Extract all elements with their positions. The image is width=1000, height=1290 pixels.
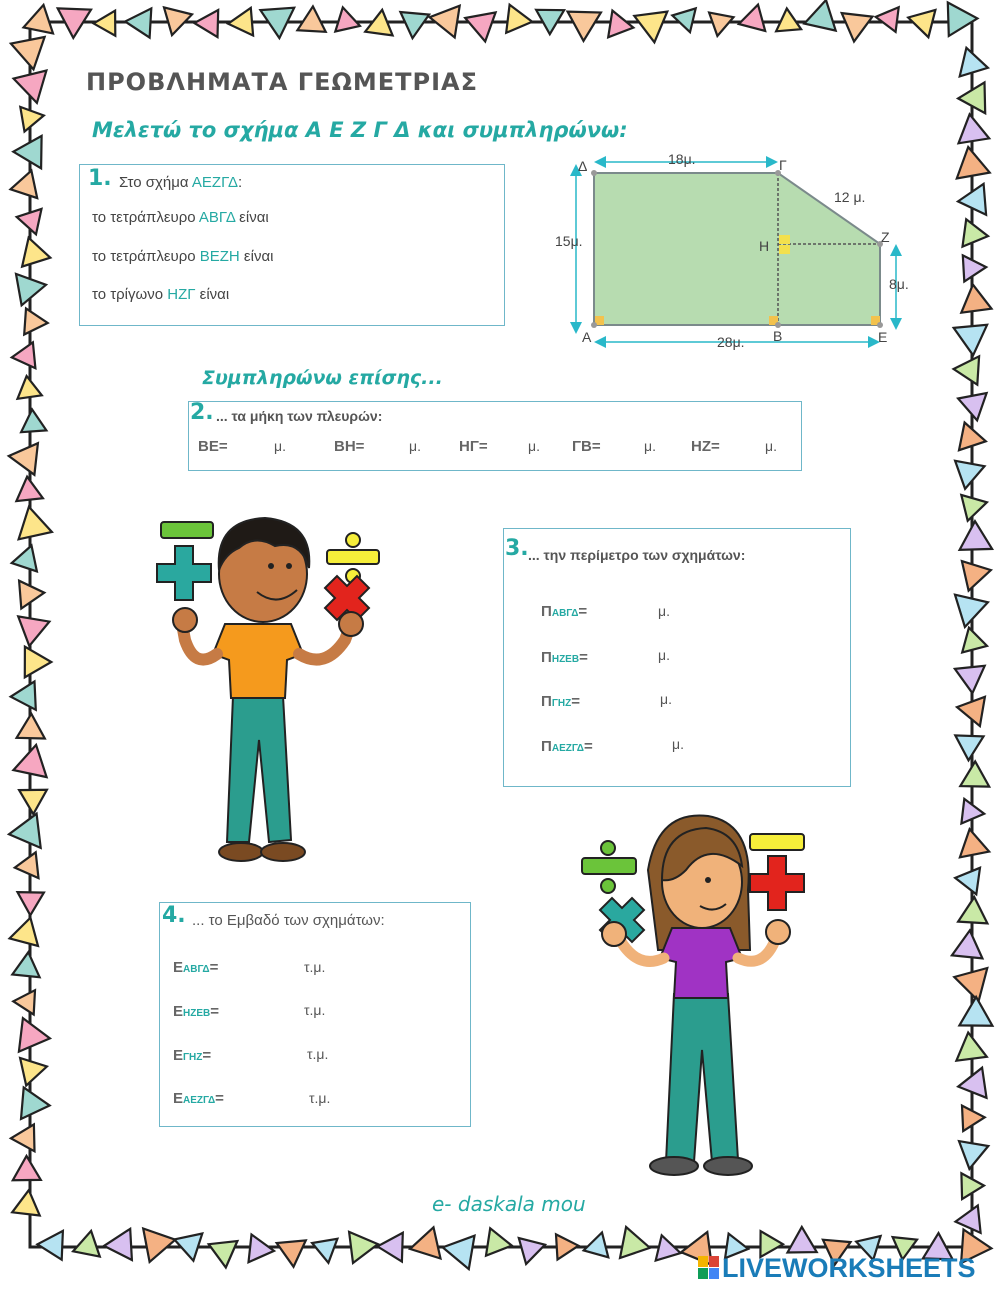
unit-label: τ.μ.	[304, 1002, 326, 1018]
border-triangle	[12, 342, 36, 368]
area-row: ΕΑΕΖΓΔ=	[173, 1090, 224, 1107]
area-row: ΕΗΖΕΒ=	[173, 1003, 220, 1020]
border-triangle	[955, 735, 983, 760]
border-triangle	[18, 892, 44, 915]
border-triangle	[19, 507, 52, 540]
unit-label: μ.	[765, 438, 777, 454]
border-triangle	[672, 8, 695, 32]
boy-eye	[268, 563, 274, 569]
border-triangle	[956, 1033, 986, 1061]
unit-label: τ.μ.	[304, 959, 326, 975]
border-triangle	[556, 1234, 579, 1259]
instruction-heading: Μελετώ το σχήμα Α Ε Ζ Γ Δ και συμπληρώνω:	[92, 118, 628, 142]
shape-subscript: ΑΒΓΔ	[551, 608, 579, 619]
answer-label: ΗΖ=	[691, 438, 720, 455]
question-1-line: το τρίγωνο ΗΖΓ είναι	[92, 286, 230, 303]
border-triangle	[12, 546, 37, 572]
border-triangle	[12, 1190, 40, 1215]
border-triangle	[11, 37, 45, 69]
border-triangle	[709, 13, 733, 36]
boy-shoe	[219, 843, 263, 861]
shape-subscript: ΗΖΕΒ	[551, 654, 580, 665]
border-triangle	[20, 107, 44, 132]
plus-symbol-icon	[157, 546, 211, 600]
unit-label: μ.	[660, 691, 672, 707]
border-triangle	[876, 7, 899, 32]
girl-hand	[602, 922, 626, 946]
answer-label: ΓΒ=	[572, 438, 601, 455]
border-triangle	[15, 852, 39, 878]
border-triangle	[11, 1124, 35, 1151]
border-triangle	[465, 12, 495, 41]
page-title: ΠΡΟΒΛΗΜΑΤΑ ΓΕΩΜΕΤΡΙΑΣ	[86, 68, 479, 96]
perimeter-row: ΠΑΕΖΓΔ=	[541, 738, 593, 755]
border-triangle	[9, 443, 38, 475]
division-dot-icon	[601, 879, 615, 893]
border-triangle	[11, 171, 38, 199]
shape-subscript: ΑΕΖΓΔ	[183, 1095, 216, 1106]
unit-label: μ.	[274, 438, 286, 454]
minus-symbol-icon	[750, 834, 804, 850]
vertex-dot	[877, 322, 883, 328]
question-4-number: 4.	[162, 903, 186, 928]
border-triangle	[634, 12, 667, 43]
border-triangle	[961, 285, 991, 313]
border-triangle	[12, 952, 39, 977]
border-triangle	[410, 1227, 441, 1258]
border-triangle	[506, 5, 532, 33]
border-triangle	[9, 814, 41, 848]
shape-name: ΑΕΖΓΔ	[191, 174, 238, 191]
border-triangle	[194, 10, 218, 37]
question-3-heading: ... την περίμετρο των σχημάτων:	[528, 547, 746, 563]
perimeter-row: ΠΓΗΖ=	[541, 693, 580, 710]
shape-subscript: ΓΗΖ	[551, 698, 572, 709]
border-triangle	[104, 1229, 132, 1260]
border-triangle	[519, 1238, 545, 1264]
border-triangle	[21, 1088, 50, 1120]
border-triangle	[37, 1231, 63, 1260]
right-angle-mark	[779, 235, 790, 244]
border-triangle	[13, 990, 35, 1014]
border-triangle	[18, 376, 42, 399]
section-heading: Συμπληρώνω επίσης...	[202, 367, 443, 389]
unit-label: μ.	[528, 438, 540, 454]
division-dot-icon	[346, 533, 360, 547]
shape-subscript: ΗΖΕΒ	[183, 1008, 211, 1019]
vertex-label-g: Γ	[779, 157, 787, 173]
vertex-label-d: Δ	[578, 158, 588, 174]
border-triangle	[21, 409, 46, 432]
vertex-label-b: Β	[773, 328, 783, 344]
border-triangle	[349, 1232, 378, 1263]
dimension-label-slant: 12 μ.	[834, 189, 866, 205]
boy-illustration	[155, 500, 385, 870]
vertex-label-z: Ζ	[881, 229, 890, 245]
dimension-label-top: 18μ.	[668, 151, 696, 167]
border-triangle	[143, 1229, 175, 1262]
division-line-icon	[582, 858, 636, 874]
border-triangle	[228, 8, 253, 36]
vertex-label-e: Ε	[878, 329, 888, 345]
border-triangle	[19, 1018, 50, 1052]
question-3-number: 3.	[505, 536, 529, 561]
minus-symbol-icon	[161, 522, 213, 538]
border-triangle	[963, 219, 989, 246]
dimension-label-right: 8μ.	[889, 276, 909, 292]
girl-pants	[666, 994, 738, 1162]
question-2-row	[198, 438, 798, 458]
question-1-intro: Στο σχήμα ΑΕΖΓΔ:	[119, 174, 243, 191]
shape-subscript: ΑΕΖΓΔ	[551, 743, 584, 754]
unit-label: τ.μ.	[309, 1090, 331, 1106]
boy-pants	[227, 696, 291, 842]
border-triangle	[958, 897, 987, 923]
border-triangle	[125, 8, 151, 37]
perimeter-row: ΠΗΖΕΒ=	[541, 649, 588, 666]
border-triangle	[18, 616, 49, 646]
border-triangle	[954, 356, 980, 384]
girl-shoe	[704, 1157, 752, 1175]
unit-label: μ.	[658, 603, 670, 619]
border-triangle	[960, 829, 989, 857]
dimension-label-bottom: 28μ.	[717, 334, 745, 350]
division-line-icon	[327, 550, 379, 564]
border-triangle	[908, 10, 935, 37]
border-triangle	[804, 0, 835, 31]
shape-subscript: ΓΗΖ	[183, 1052, 203, 1063]
question-1-line: το τετράπλευρο ΒΕΖΗ είναι	[92, 248, 274, 265]
girl-eye	[705, 877, 711, 883]
boy-hand	[173, 608, 197, 632]
question-4-heading: ... το Εμβαδό των σχημάτων:	[192, 912, 385, 929]
border-triangle	[955, 666, 985, 693]
vertex-dot	[591, 170, 597, 176]
shape-subscript: ΑΒΓΔ	[183, 964, 210, 975]
vertex-label-a: Α	[582, 329, 592, 345]
boy-shoe	[261, 843, 305, 861]
border-triangle	[962, 561, 991, 591]
border-triangle	[960, 761, 989, 786]
perimeter-row: ΠΑΒΓΔ=	[541, 603, 588, 620]
vertex-dot	[591, 322, 597, 328]
border-triangle	[16, 477, 43, 501]
border-triangle	[842, 13, 873, 41]
girl-illustration	[578, 810, 818, 1180]
answer-label: ΒΗ=	[334, 438, 365, 455]
border-triangle	[960, 48, 988, 77]
area-row: ΕΑΒΓΔ=	[173, 959, 219, 976]
border-triangle	[400, 12, 429, 38]
question-1-line: το τετράπλευρο ΑΒΓΔ είναι	[92, 209, 269, 226]
border-triangle	[568, 12, 601, 41]
border-triangle	[959, 114, 990, 143]
border-triangle	[377, 1233, 402, 1262]
border-triangle	[312, 1239, 337, 1263]
boy-eye	[286, 563, 292, 569]
border-triangle	[960, 521, 993, 550]
border-triangle	[73, 1231, 100, 1257]
border-triangle	[24, 309, 48, 335]
border-triangle	[25, 647, 52, 678]
border-triangle	[957, 147, 990, 178]
girl-shoe	[650, 1157, 698, 1175]
border-triangle	[954, 325, 987, 356]
border-triangle	[297, 6, 325, 31]
border-triangle	[10, 918, 38, 946]
boy-hand	[339, 612, 363, 636]
border-triangle	[962, 628, 987, 653]
border-triangle	[584, 1233, 609, 1258]
border-triangle	[430, 6, 460, 38]
border-triangle	[22, 238, 50, 267]
answer-label: ΒΕ=	[198, 438, 228, 455]
girl-shirt	[660, 928, 742, 998]
author-signature: e- daskala mou	[432, 1192, 586, 1216]
question-2-number: 2.	[190, 400, 214, 425]
border-triangle	[443, 1236, 475, 1269]
shape-name: ΗΖΓ	[167, 286, 196, 303]
border-triangle	[17, 714, 45, 739]
border-triangle	[958, 393, 987, 420]
shape-name: ΑΒΓΔ	[198, 209, 236, 226]
unit-label: μ.	[644, 438, 656, 454]
unit-label: τ.μ.	[307, 1046, 329, 1062]
border-triangle	[608, 11, 633, 38]
border-triangle	[11, 682, 36, 710]
live-logo-icon	[698, 1256, 720, 1280]
liveworksheets-logo	[698, 1256, 720, 1280]
border-triangle	[956, 1206, 981, 1233]
border-triangle	[739, 5, 765, 31]
border-triangle	[19, 581, 44, 609]
border-triangle	[277, 1240, 306, 1266]
boy-shirt	[213, 624, 303, 698]
area-row: ΕΓΗΖ=	[173, 1047, 212, 1064]
border-triangle	[776, 9, 801, 32]
vertex-label-h: Η	[759, 238, 770, 254]
unit-label: μ.	[672, 736, 684, 752]
border-triangle	[486, 1228, 512, 1255]
border-triangle	[249, 1235, 275, 1263]
border-triangle	[963, 255, 986, 281]
plus-symbol-icon	[750, 856, 804, 910]
border-triangle	[19, 790, 47, 814]
border-triangle	[955, 461, 984, 489]
border-triangle	[209, 1241, 238, 1268]
border-triangle	[961, 495, 987, 521]
answer-label: ΗΓ=	[459, 438, 488, 455]
border-triangle	[13, 136, 41, 168]
border-triangle	[20, 1058, 47, 1086]
division-dot-icon	[601, 841, 615, 855]
unit-label: μ.	[409, 438, 421, 454]
border-triangle	[959, 1141, 988, 1169]
unit-label: μ.	[658, 647, 670, 663]
question-2-heading: ... τα μήκη των πλευρών:	[216, 408, 383, 424]
dimension-label-left: 15μ.	[555, 233, 583, 249]
border-triangle	[955, 868, 980, 895]
border-triangle	[335, 7, 360, 31]
border-triangle	[24, 5, 54, 34]
liveworksheets-brand: LIVEWORKSHEETS	[722, 1253, 976, 1283]
border-triangle	[959, 997, 992, 1026]
right-angle-mark	[779, 245, 790, 254]
shape-name: ΒΕΖΗ	[199, 248, 240, 265]
border-triangle	[94, 11, 116, 36]
border-triangle	[952, 930, 983, 958]
question-1-number: 1.	[88, 166, 112, 191]
border-triangle	[788, 1227, 817, 1253]
border-triangle	[620, 1227, 650, 1258]
border-triangle	[13, 1156, 41, 1180]
girl-hand	[766, 920, 790, 944]
geometry-figure	[550, 148, 930, 353]
